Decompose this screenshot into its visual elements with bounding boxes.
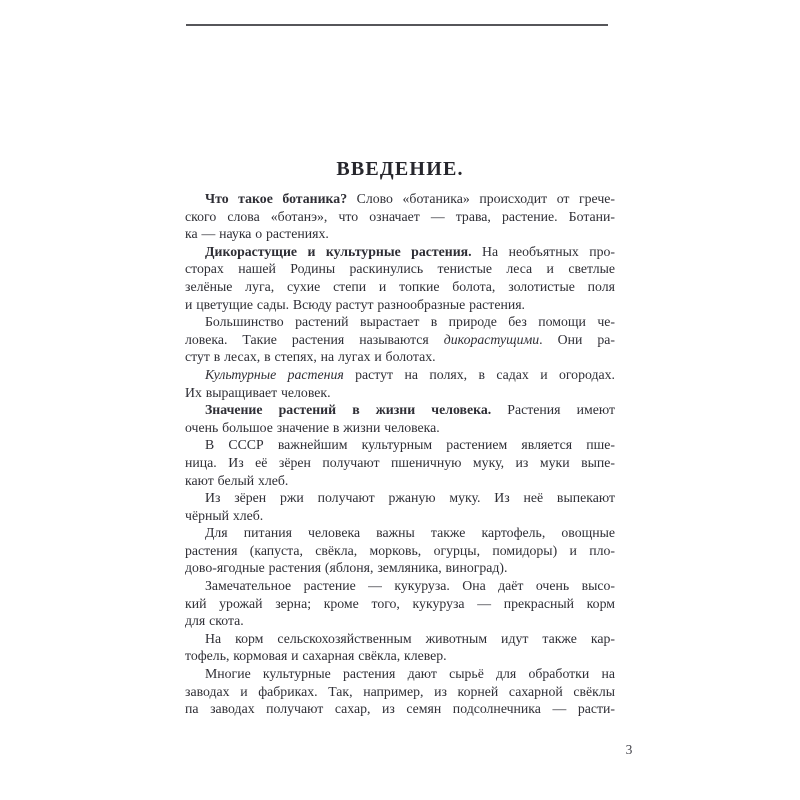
paragraph (185, 524, 615, 577)
text-line (185, 665, 615, 683)
text-block (185, 190, 615, 718)
text-segment: На необъятных про- (471, 243, 615, 259)
paragraph (185, 436, 615, 489)
text-line (185, 260, 615, 278)
text-segment: кий урожай зерна; кроме того, кукуруза — прекрасный корм (185, 595, 615, 611)
text-segment: очень большое значение в жизни человека. (185, 419, 440, 435)
text-line (185, 331, 615, 349)
paragraph (185, 630, 615, 665)
text-segment: чёрный хлеб. (185, 507, 264, 523)
text-line (185, 647, 615, 665)
text-line (185, 577, 615, 595)
text-line (185, 542, 615, 560)
text-line (185, 524, 615, 542)
text-line (185, 243, 615, 261)
text-line (185, 401, 615, 419)
paragraph (185, 366, 615, 401)
text-segment: Замечательное растение — кукуруза. Она даёт очень высо- (205, 578, 615, 594)
text-segment: Что такое ботаника? (205, 191, 348, 206)
text-segment: В СССР важнейшим культурным растением является пше- (205, 437, 615, 453)
top-rule (186, 24, 608, 26)
text-line (185, 436, 615, 454)
text-segment: для скота. (185, 613, 244, 629)
text-segment: Растения имеют (491, 402, 616, 418)
text-segment: тофель, кормовая и сахарная свёкла, клевер. (185, 648, 447, 664)
paragraph (185, 190, 615, 243)
text-segment: ского слова «ботанэ», что означает — трава, растение. Ботани- (185, 208, 615, 224)
text-segment: сторах нашей Родины раскинулись тенистые леса и светлые (185, 261, 615, 277)
paragraph (185, 243, 615, 313)
text-line (185, 384, 615, 402)
text-segment: Значение растений в жизни человека. (205, 402, 492, 418)
paragraph (185, 313, 615, 366)
text-segment: Дикорастущие и культурные растения. (205, 243, 472, 259)
text-segment: . Они ра- (539, 331, 615, 347)
text-segment: Многие культурные растения дают сырьё для обработки на (205, 666, 615, 682)
text-segment: ка — наука о растениях. (185, 226, 329, 242)
text-segment: ловека. Такие растения называются (185, 331, 444, 347)
text-segment: зелёные луга, сухие степи и топкие болота, золотистые поля (185, 278, 615, 294)
text-segment: Из зёрен ржи получают ржаную муку. Из неё выпекают (205, 490, 615, 506)
text-line (185, 489, 615, 507)
text-segment: ница. Из её зёрен получают пшеничную муку, из муки выпе- (185, 454, 615, 470)
paragraph (185, 401, 615, 436)
text-segment: Большинство растений вырастает в природе без помощи че- (205, 314, 615, 330)
text-line (185, 225, 615, 243)
text-line (185, 559, 615, 577)
text-segment: растения (капуста, свёкла, морковь, огурцы, помидоры) и пло- (185, 542, 615, 558)
text-line (185, 278, 615, 296)
page-number: 3 (625, 742, 633, 757)
text-line (185, 700, 615, 718)
text-segment: Для питания человека важны также картофель, овощные (205, 525, 615, 541)
text-line (185, 313, 615, 331)
text-line (185, 348, 615, 366)
text-segment: растут на полях, в садах и огородах. (343, 366, 615, 382)
text-line (185, 683, 615, 701)
text-segment: стут в лесах, в степях, на лугах и болотах. (185, 349, 436, 365)
page-title: ВВЕДЕНИЕ. (336, 158, 464, 180)
text-line (185, 612, 615, 630)
text-segment: дово-ягодные растения (яблоня, земляника, виноград). (185, 560, 508, 576)
text-line (185, 296, 615, 314)
text-segment: заводах и фабриках. Так, например, из корней сахарной свёклы (185, 683, 615, 699)
paragraph (185, 489, 615, 524)
text-segment: Культурные растения (205, 366, 344, 382)
text-line (185, 454, 615, 472)
text-line (185, 630, 615, 648)
text-line (185, 208, 615, 226)
text-line (185, 366, 615, 384)
text-segment: и цветущие сады. Всюду растут разнообразные растения. (185, 296, 526, 312)
text-segment: Слово «ботаника» происходит от грече- (347, 191, 615, 206)
text-line (185, 472, 615, 490)
text-segment: кают белый хлеб. (185, 472, 289, 488)
text-line (185, 507, 615, 525)
text-line (185, 419, 615, 437)
text-segment: дикорастущими (443, 331, 540, 347)
text-line (185, 595, 615, 613)
paragraph (185, 665, 615, 718)
paragraph (185, 577, 615, 630)
text-line (185, 190, 615, 208)
text-segment: На корм сельскохозяйственным животным идут также кар- (205, 630, 615, 646)
text-segment: па заводах получают сахар, из семян подсолнечника — расти- (185, 701, 615, 717)
text-segment: Их выращивает человек. (185, 384, 331, 400)
